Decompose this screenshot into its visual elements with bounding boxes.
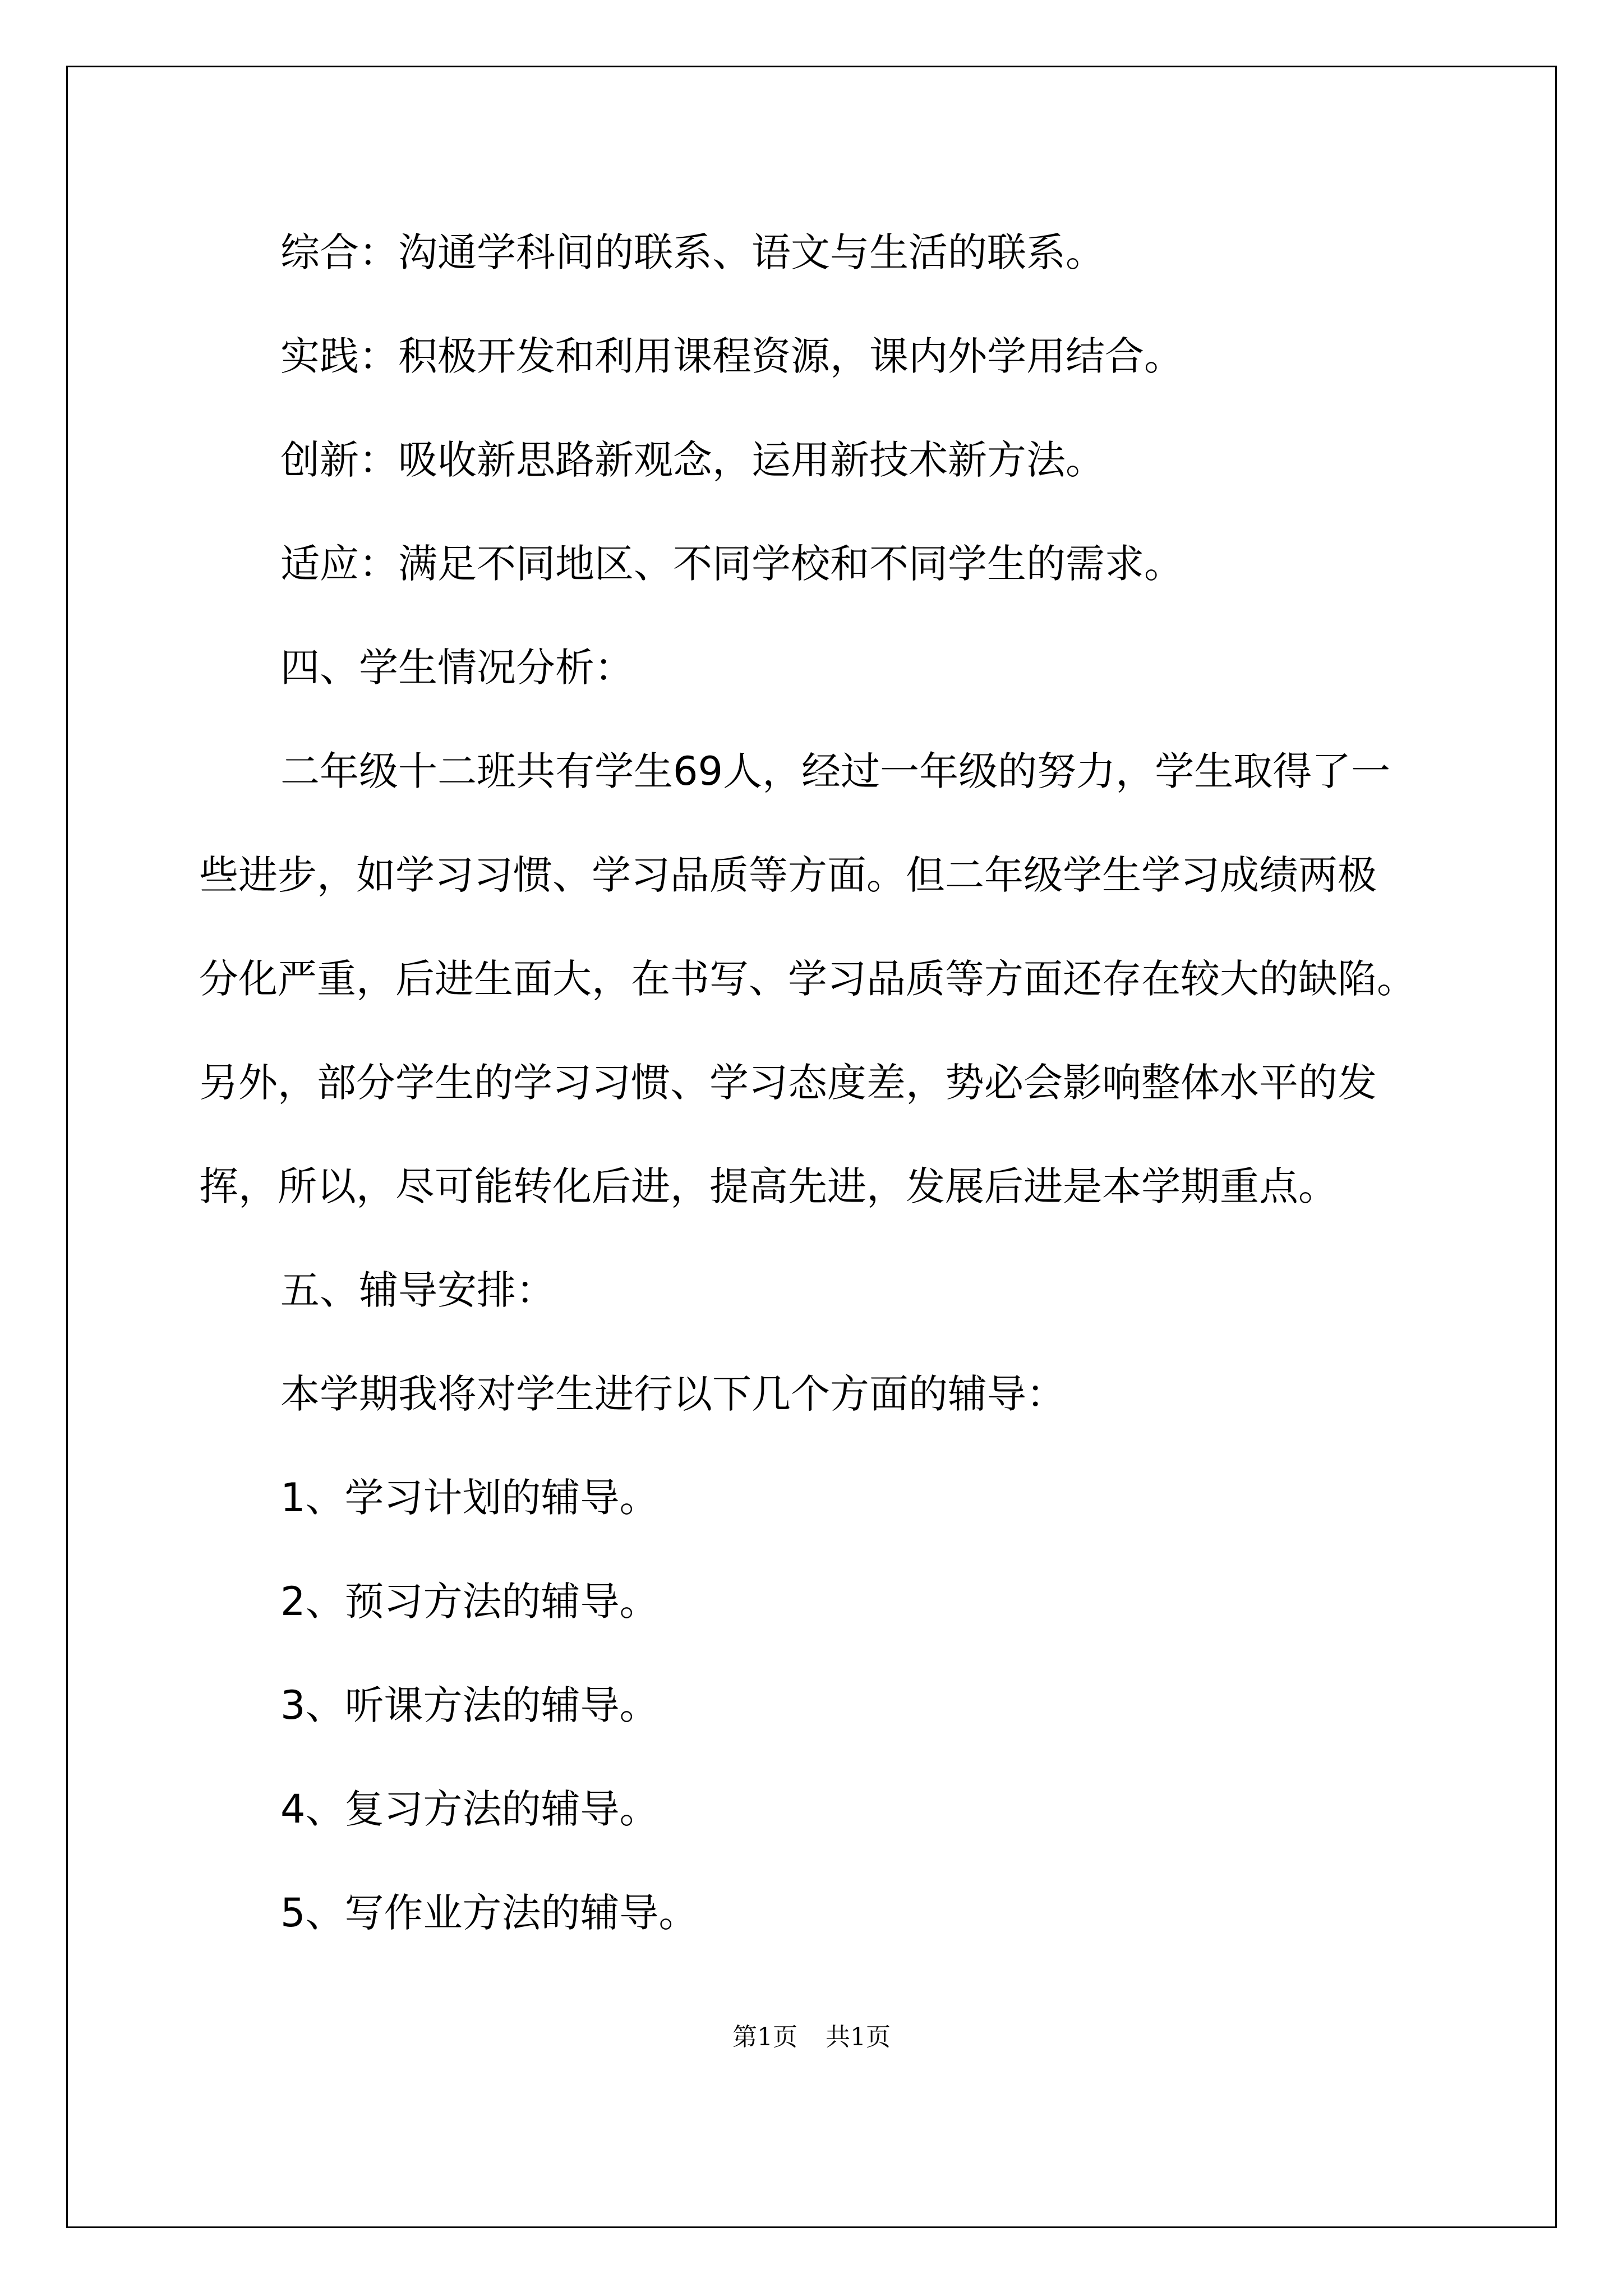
- list-item: 1、学习计划的辅导。: [280, 1475, 659, 1521]
- paragraph-line: 综合：沟通学科间的联系、语文与生活的联系。: [280, 229, 1105, 275]
- paragraph-line: 二年级十二班共有学生69人，经过一年级的努力，学生取得了一: [280, 748, 1391, 794]
- section-heading: 五、辅导安排：: [280, 1267, 555, 1313]
- page-footer: [0, 2017, 1623, 2053]
- paragraph-line: 分化严重，后进生面大，在书写、学习品质等方面还存在较大的缺陷。: [199, 956, 1416, 1002]
- list-item: 3、听课方法的辅导。: [280, 1682, 659, 1728]
- paragraph-line: 本学期我将对学生进行以下几个方面的辅导：: [280, 1371, 1066, 1417]
- list-item: 4、复习方法的辅导。: [280, 1786, 659, 1832]
- section-heading: 四、学生情况分析：: [280, 645, 634, 691]
- list-item: 5、写作业方法的辅导。: [280, 1890, 698, 1936]
- paragraph-line: 另外，部分学生的学习习惯、学习态度差，势必会影响整体水平的发: [199, 1060, 1377, 1106]
- paragraph-line: 些进步，如学习习惯、学习品质等方面。但二年级学生学习成绩两极: [199, 852, 1377, 898]
- paragraph-line: 实践：积极开发和利用课程资源，课内外学用结合。: [280, 333, 1183, 379]
- paragraph-line: 适应：满足不同地区、不同学校和不同学生的需求。: [280, 541, 1183, 587]
- list-item: 2、预习方法的辅导。: [280, 1579, 659, 1625]
- paragraph-line: 创新：吸收新思路新观念，运用新技术新方法。: [280, 437, 1105, 483]
- page-total: 共1页: [826, 2023, 891, 2051]
- paragraph-line: 挥，所以，尽可能转化后进，提高先进，发展后进是本学期重点。: [199, 1163, 1338, 1209]
- page-number: 第1页: [732, 2023, 797, 2051]
